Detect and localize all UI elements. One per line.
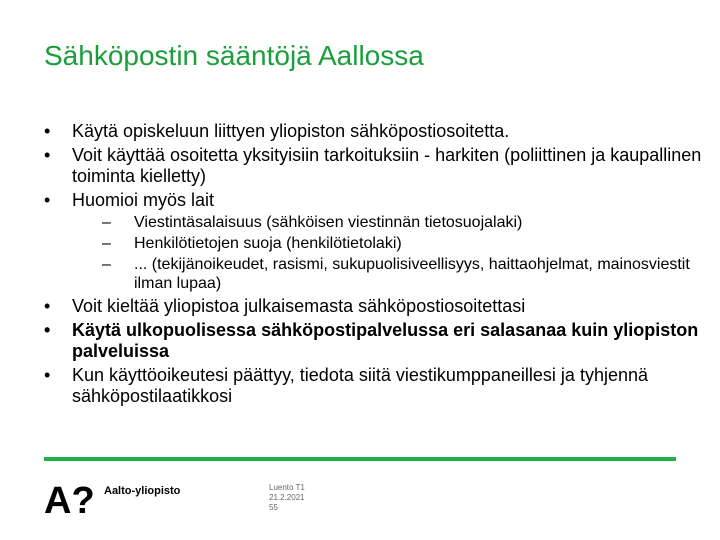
bullet-item — [44, 296, 714, 317]
sub-bullet-list — [72, 213, 714, 293]
aalto-logo-icon — [44, 478, 204, 518]
dash-marker: – — [102, 235, 111, 252]
bullet-text: Käytä opiskeluun liittyen yliopiston sähköpostiosoitetta. — [72, 121, 510, 141]
sub-bullet-text: Viestintäsalaisuus (sähköisen viestinnän tietosuojalaki) — [134, 214, 523, 231]
bullet-item — [44, 365, 714, 407]
bullet-item — [44, 190, 714, 293]
dash-marker: – — [102, 214, 111, 231]
bullet-text: Käytä ulkopuolisessa sähköpostipalvelussa eri salasanaa kuin yliopiston palveluissa — [72, 320, 699, 361]
bullet-marker: • — [44, 121, 51, 141]
bullet-text: Voit käyttää osoitetta yksityisiin tarkoituksiin - harkiten (poliittinen ja kaupallinen toiminta kielletty) — [72, 145, 702, 186]
sub-bullet-text: ... (tekijänoikeudet, rasismi, sukupuolisiveellisyys, haittaohjelmat, mainosviestit ilman lupaa) — [134, 256, 690, 292]
bullet-marker: • — [44, 190, 51, 210]
slide-footer — [269, 483, 305, 513]
bullet-text: Kun käyttöoikeutesi päättyy, tiedota siitä viestikumppaneillesi ja tyhjennä sähköpostilaatikkosi — [72, 365, 648, 406]
bullet-item-bold — [44, 320, 714, 362]
bullet-marker: • — [44, 320, 51, 340]
bullet-list — [44, 121, 714, 410]
bullet-text: Huomioi myös lait — [72, 190, 215, 210]
aalto-logo — [44, 478, 204, 518]
footer-line: Luento T1 — [269, 483, 305, 492]
sub-bullet-item — [102, 255, 714, 293]
logo-name: Aalto-yliopisto — [104, 485, 181, 497]
page-number: 55 — [269, 503, 278, 512]
sub-bullet-text: Henkilötietojen suoja (henkilötietolaki) — [134, 235, 402, 252]
logo-mark: A? — [44, 480, 95, 518]
footer-date: 21.2.2021 — [269, 493, 305, 502]
sub-bullet-item — [102, 234, 714, 253]
slide-title: Sähköpostin sääntöjä Aallossa — [44, 40, 424, 71]
bullet-marker: • — [44, 296, 51, 316]
sub-bullet-item — [102, 213, 714, 232]
bullet-marker: • — [44, 145, 51, 165]
bullet-text: Voit kieltää yliopistoa julkaisemasta sähköpostiosoitettasi — [72, 296, 526, 316]
bullet-item — [44, 145, 714, 187]
dash-marker: – — [102, 256, 111, 273]
divider-rule — [44, 457, 676, 461]
bullet-marker: • — [44, 365, 51, 385]
bullet-item — [44, 121, 714, 142]
